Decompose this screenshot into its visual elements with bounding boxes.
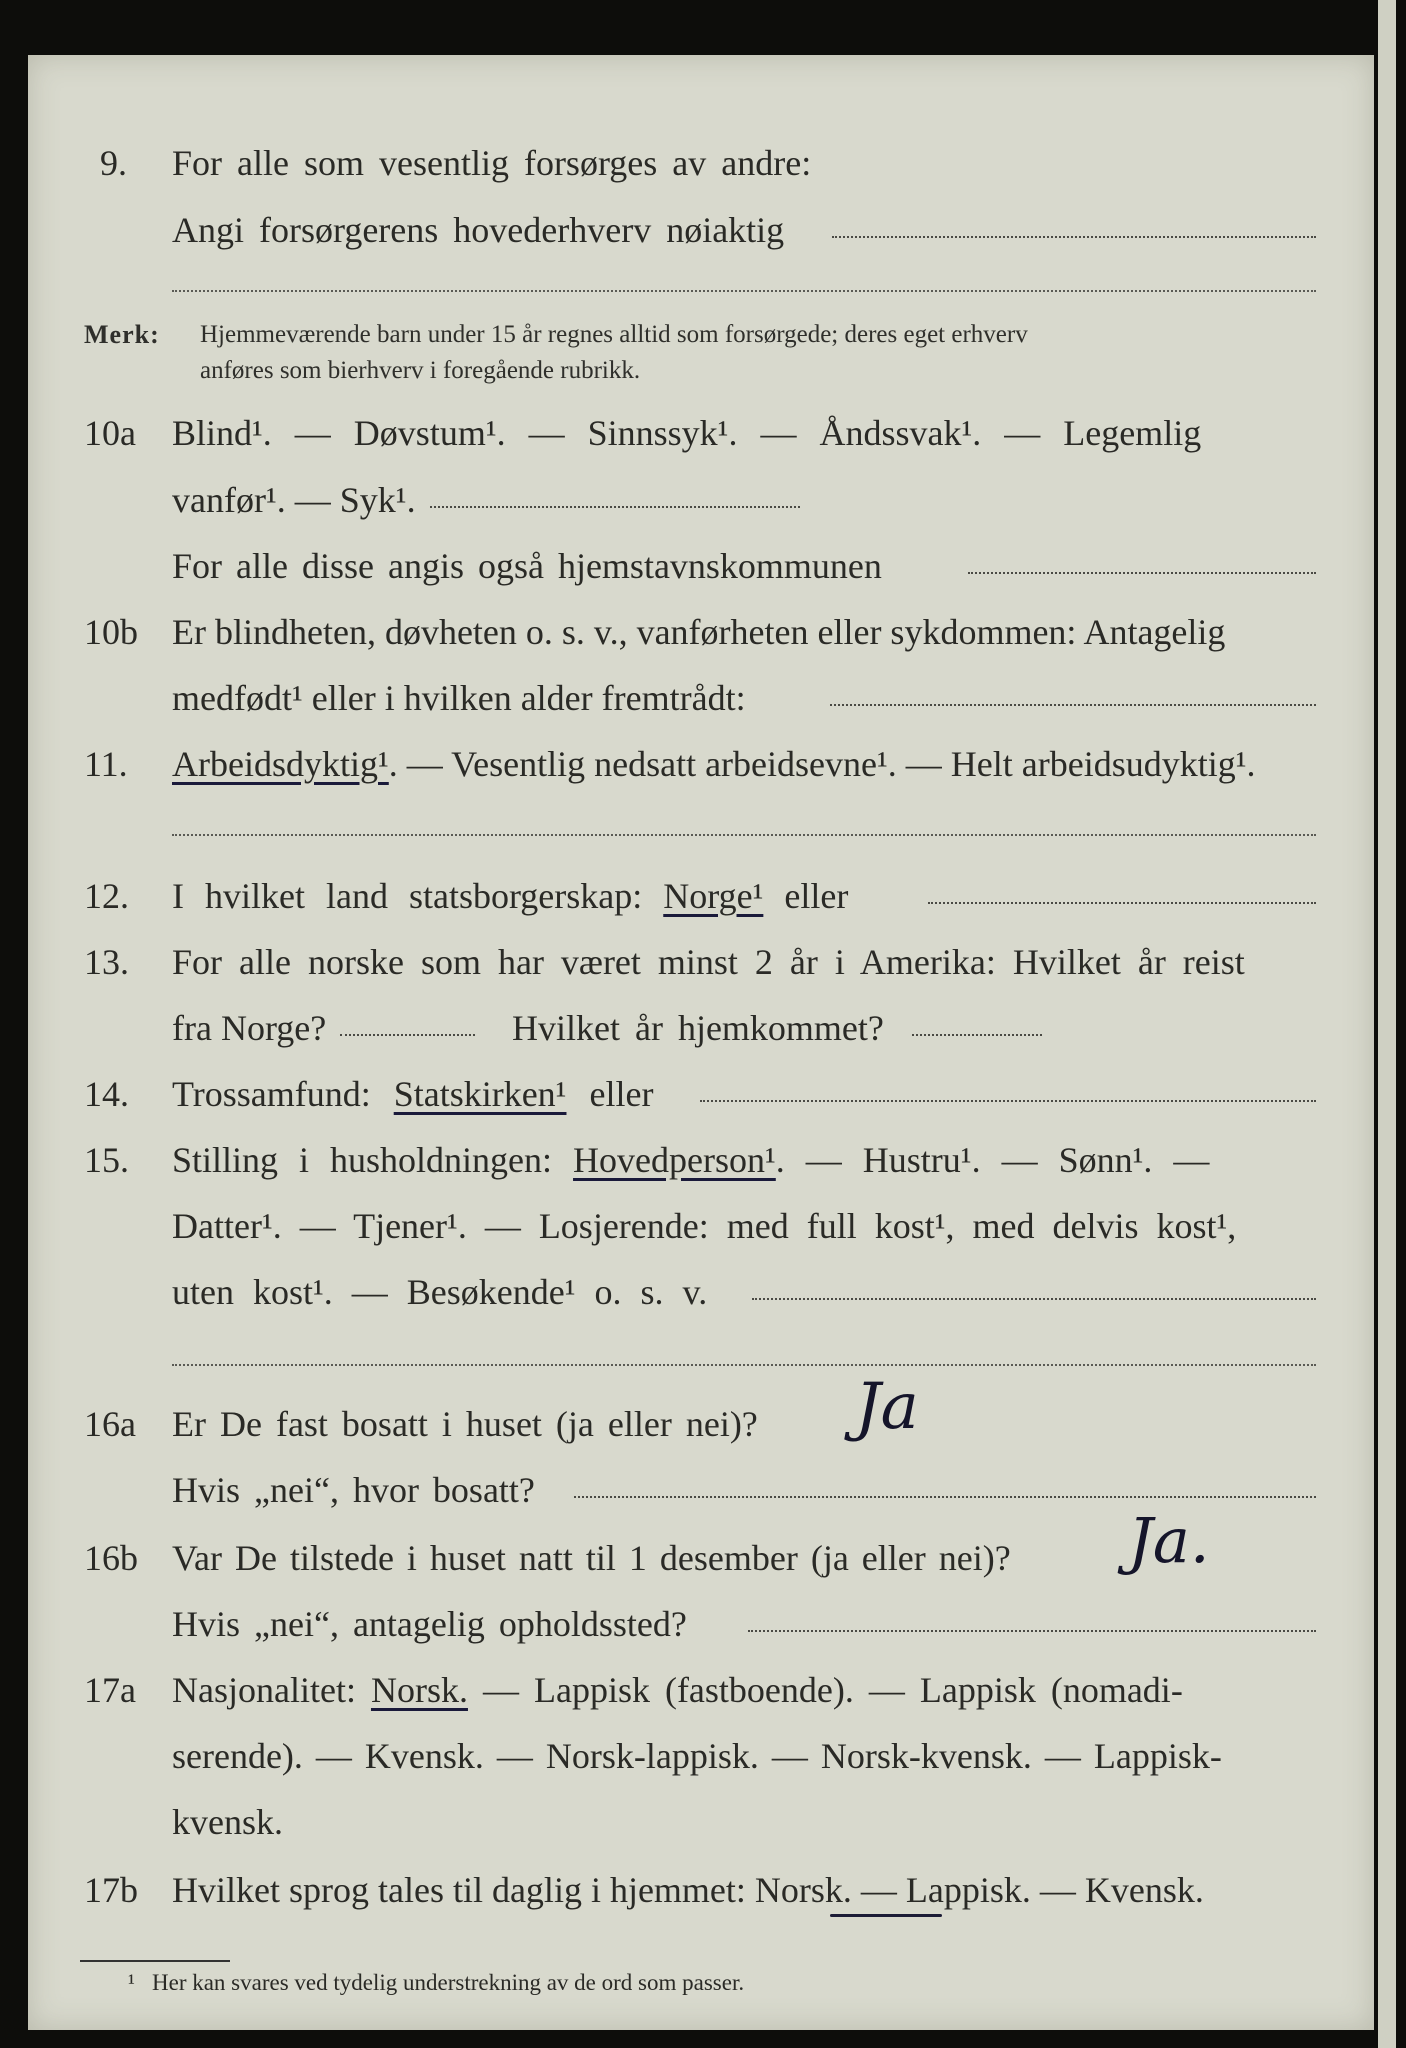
q15-option-hovedperson[interactable]: Hovedperson¹ [573, 1140, 776, 1180]
q17b-option-norsk[interactable]: Norsk. [754, 1870, 852, 1910]
q15-answer-line[interactable] [752, 1298, 1316, 1300]
q10a-line2: vanfør¹. — Syk¹. [172, 480, 416, 520]
q13-year-returned-line[interactable] [912, 1034, 1042, 1036]
q17a-post: — Lappisk (fastboende). — Lappisk (nomadi- [482, 1670, 1183, 1710]
q10a-answer-line[interactable] [430, 506, 800, 508]
q13-year-left-line[interactable] [340, 1034, 475, 1036]
q11-number: 11. [84, 744, 128, 784]
q12-pre: I hvilket land statsborgerskap: [172, 876, 643, 916]
q15-line2: Datter¹. — Tjener¹. — Losjerende: med full kost¹, med delvis kost¹, [172, 1206, 1237, 1246]
q16a-number: 16a [84, 1404, 136, 1444]
q10b-line2: medfødt¹ eller i hvilken alder fremtrådt: [172, 678, 746, 718]
q14-number: 14. [84, 1074, 129, 1114]
q16a-handwritten-answer[interactable]: Ja [855, 1370, 919, 1444]
page-edge [1378, 0, 1396, 2048]
q17a-line2: serende). — Kvensk. — Norsk-lappisk. — Norsk-kvensk. — Lappisk- [172, 1736, 1222, 1776]
q9-answer-line[interactable] [832, 236, 1316, 238]
q10a-number: 10a [84, 413, 136, 453]
q11-answer-line[interactable] [172, 834, 1316, 836]
q10a-line3: For alle disse angis også hjemstavnskommunen [172, 546, 882, 586]
merk-line2: anføres som bierhverv i foregående rubrikk. [200, 357, 641, 384]
footnote-text: Her kan svares ved tydelig understrekning av de ord som passer. [152, 1970, 745, 1995]
q17b-line [172, 1872, 1204, 1908]
q15-line3: uten kost¹. — Besøkende¹ o. s. v. [172, 1272, 708, 1312]
q12-answer-line[interactable] [928, 902, 1316, 904]
q15-line1 [172, 1142, 1209, 1178]
q14-line [172, 1076, 653, 1112]
q15-answer-line-2[interactable] [172, 1364, 1316, 1366]
q14-post: eller [589, 1074, 654, 1114]
q17b-pre: Hvilket sprog tales til daglig i hjemmet: [172, 1870, 746, 1910]
q10b-number: 10b [84, 612, 138, 652]
q10b-answer-line[interactable] [830, 704, 1316, 706]
q16b-number: 16b [84, 1538, 138, 1578]
q10b-line1: Er blindheten, døvheten o. s. v., vanførheten eller sykdommen: Antagelig [172, 612, 1226, 652]
footnote-mark: ¹ [128, 1970, 135, 1995]
q17a-pre: Nasjonalitet: [172, 1670, 356, 1710]
q16b-answer-line[interactable] [748, 1630, 1316, 1632]
q12-post: eller [784, 876, 849, 916]
q16b-handwritten-answer[interactable]: Ja. [1128, 1504, 1210, 1577]
q16b-line1: Var De tilstede i huset natt til 1 desember (ja eller nei)? [172, 1538, 1011, 1578]
q17a-number: 17a [84, 1670, 136, 1710]
q11-option-arbeidsdyktig[interactable]: Arbeidsdyktig¹ [172, 744, 389, 784]
q12-line [172, 878, 848, 914]
q9-number: 9. [100, 143, 127, 183]
q11-rest: . — Vesentlig nedsatt arbeidsevne¹. — Helt arbeidsudyktig¹. [388, 744, 1256, 784]
q14-option-statskirken[interactable]: Statskirken¹ [393, 1074, 567, 1114]
merk-label: Merk: [84, 320, 160, 349]
q10a-line1: Blind¹. — Døvstum¹. — Sinnssyk¹. — Åndssvak¹. — Legemlig [172, 413, 1202, 453]
q13-number: 13. [84, 942, 129, 982]
q12-number: 12. [84, 876, 129, 916]
merk-line1: Hjemmeværende barn under 15 år regnes alltid som forsørgede; deres eget erhverv [200, 321, 1028, 348]
q17a-option-norsk[interactable]: Norsk. [370, 1670, 468, 1710]
q17b-post: — Lappisk. — Kvensk. [860, 1870, 1204, 1910]
q13-line2a: fra Norge? [172, 1008, 327, 1048]
q17b-number: 17b [84, 1870, 138, 1910]
q12-option-norge[interactable]: Norge¹ [663, 876, 764, 916]
q13-line1: For alle norske som har været minst 2 år i Amerika: Hvilket år reist [172, 942, 1245, 982]
q10a-municipality-line[interactable] [968, 572, 1316, 574]
q11-line [172, 746, 1256, 782]
q16a-line1: Er De fast bosatt i huset (ja eller nei)? [172, 1404, 758, 1444]
footnote-divider [80, 1960, 230, 1962]
q9-line2: Angi forsørgerens hovederhverv nøiaktig [172, 210, 785, 250]
q17a-line3: kvensk. [172, 1802, 283, 1842]
q16a-answer-line[interactable] [574, 1496, 1316, 1498]
q13-line2b: Hvilket år hjemkommet? [512, 1008, 884, 1048]
q9-answer-line-2[interactable] [172, 290, 1316, 292]
q14-answer-line[interactable] [700, 1100, 1316, 1102]
q16b-line2: Hvis „nei“, antagelig opholdssted? [172, 1604, 687, 1644]
q17a-line1 [172, 1672, 1183, 1708]
q15-post: . — Hustru¹. — Sønn¹. — [775, 1140, 1210, 1180]
q15-pre: Stilling i husholdningen: [172, 1140, 553, 1180]
q15-number: 15. [84, 1140, 129, 1180]
q14-pre: Trossamfund: [172, 1074, 371, 1114]
q9-line1: For alle som vesentlig forsørges av andre: [172, 143, 812, 183]
q16a-line2: Hvis „nei“, hvor bosatt? [172, 1470, 535, 1510]
q17b-handwritten-underline [830, 1914, 942, 1917]
